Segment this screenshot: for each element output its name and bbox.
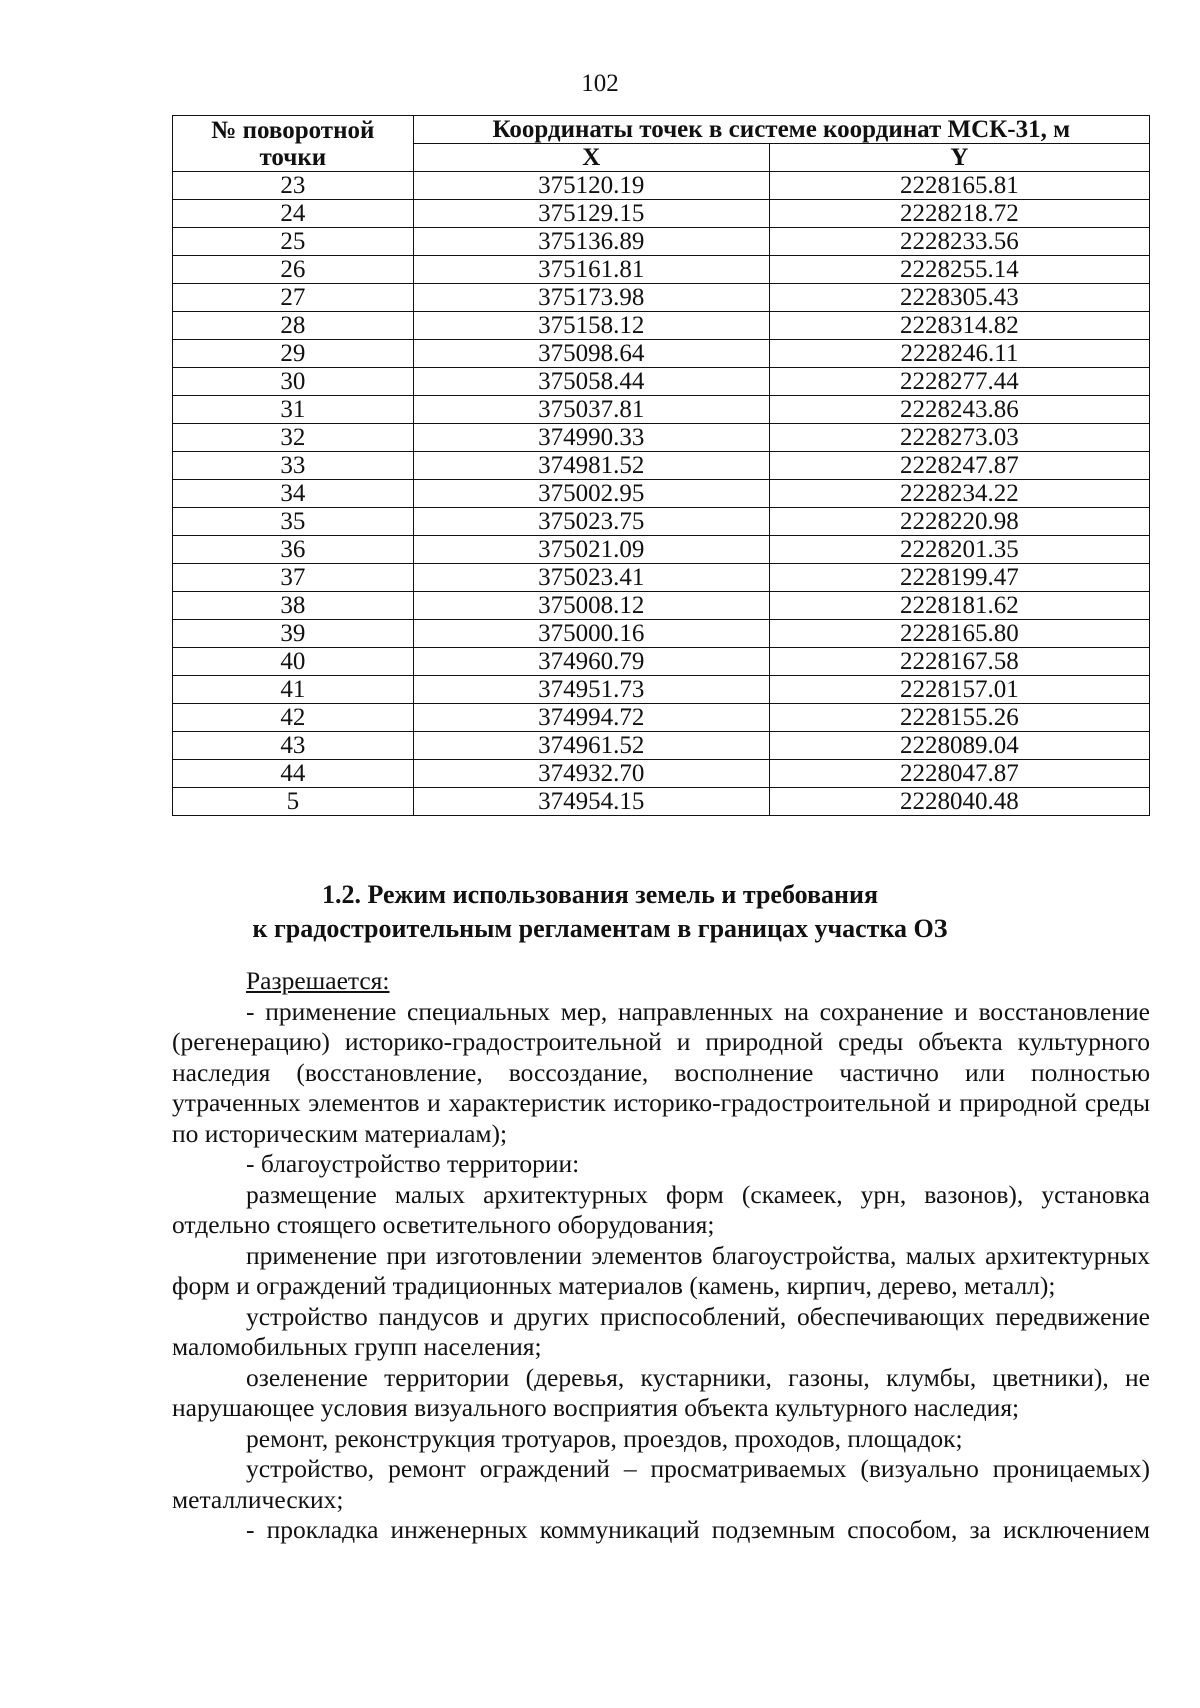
cell-x: 374981.52 xyxy=(413,452,769,480)
cell-y: 2228089.04 xyxy=(769,732,1149,760)
cell-x: 375023.75 xyxy=(413,508,769,536)
cell-x: 375098.64 xyxy=(413,340,769,368)
cell-x: 375002.95 xyxy=(413,480,769,508)
table-row xyxy=(173,592,1150,620)
cell-point-number: 30 xyxy=(173,368,414,396)
table-row xyxy=(173,508,1150,536)
table-row xyxy=(173,676,1150,704)
cell-y: 2228167.58 xyxy=(769,648,1149,676)
cell-point-number: 41 xyxy=(173,676,414,704)
cell-point-number: 5 xyxy=(173,788,414,816)
cell-y: 2228314.82 xyxy=(769,312,1149,340)
cell-y: 2228165.81 xyxy=(769,172,1149,200)
cell-y: 2228201.35 xyxy=(769,536,1149,564)
allowed-label: Разрешается: xyxy=(246,966,390,995)
table-row xyxy=(173,424,1150,452)
cell-x: 375008.12 xyxy=(413,592,769,620)
table-row xyxy=(173,480,1150,508)
table-row xyxy=(173,312,1150,340)
paragraph-sidewalks: ремонт, реконструкция тротуаров, проездов, проходов, площадок; xyxy=(246,1423,963,1453)
header-x: X xyxy=(413,144,769,172)
table-row xyxy=(173,452,1150,480)
table-row xyxy=(173,788,1150,816)
cell-point-number: 31 xyxy=(173,396,414,424)
cell-point-number: 25 xyxy=(173,228,414,256)
cell-y: 2228234.22 xyxy=(769,480,1149,508)
cell-x: 374932.70 xyxy=(413,760,769,788)
body-text xyxy=(172,966,1150,1546)
cell-x: 374994.72 xyxy=(413,704,769,732)
table-row xyxy=(173,284,1150,312)
paragraph-greenery: озеленение территории (деревья, кустарники, газоны, клумбы, цветники), не нарушающее условия визуального восприятия объекта культурного наследия; xyxy=(172,1362,1150,1422)
cell-point-number: 43 xyxy=(173,732,414,760)
cell-x: 375173.98 xyxy=(413,284,769,312)
cell-x: 375161.81 xyxy=(413,256,769,284)
cell-point-number: 40 xyxy=(173,648,414,676)
table-row xyxy=(173,704,1150,732)
cell-y: 2228305.43 xyxy=(769,284,1149,312)
cell-x: 374951.73 xyxy=(413,676,769,704)
section-heading-line2: к градостроительным регламентам в границах участка ОЗ xyxy=(252,914,948,943)
cell-x: 375021.09 xyxy=(413,536,769,564)
table-row xyxy=(173,564,1150,592)
cell-point-number: 42 xyxy=(173,704,414,732)
section-heading xyxy=(0,878,1200,946)
cell-point-number: 34 xyxy=(173,480,414,508)
table-row xyxy=(173,620,1150,648)
cell-point-number: 35 xyxy=(173,508,414,536)
cell-x: 374961.52 xyxy=(413,732,769,760)
coordinates-table xyxy=(172,115,1150,816)
cell-point-number: 38 xyxy=(173,592,414,620)
paragraph-utilities: - прокладка инженерных коммуникаций подземным способом, за исключением xyxy=(246,1515,1150,1544)
cell-y: 2228243.86 xyxy=(769,396,1149,424)
header-y: Y xyxy=(769,144,1149,172)
table-row xyxy=(173,648,1150,676)
cell-point-number: 26 xyxy=(173,256,414,284)
cell-x: 375129.15 xyxy=(413,200,769,228)
cell-x: 375058.44 xyxy=(413,368,769,396)
cell-x: 375158.12 xyxy=(413,312,769,340)
cell-x: 374954.15 xyxy=(413,788,769,816)
cell-x: 374960.79 xyxy=(413,648,769,676)
cell-y: 2228040.48 xyxy=(769,788,1149,816)
cell-point-number: 44 xyxy=(173,760,414,788)
header-point-number xyxy=(173,116,414,172)
table-row xyxy=(173,760,1150,788)
cell-y: 2228255.14 xyxy=(769,256,1149,284)
cell-point-number: 36 xyxy=(173,536,414,564)
cell-point-number: 27 xyxy=(173,284,414,312)
table-row xyxy=(173,172,1150,200)
page-number: 102 xyxy=(581,70,619,97)
cell-x: 375037.81 xyxy=(413,396,769,424)
table-row xyxy=(173,368,1150,396)
cell-y: 2228181.62 xyxy=(769,592,1149,620)
header-coordinates: Координаты точек в системе координат МСК-31, м xyxy=(413,116,1149,144)
table-row xyxy=(173,396,1150,424)
table-row xyxy=(173,256,1150,284)
cell-y: 2228218.72 xyxy=(769,200,1149,228)
cell-x: 375023.41 xyxy=(413,564,769,592)
cell-point-number: 37 xyxy=(173,564,414,592)
paragraph-fences: устройство, ремонт ограждений – просматриваемых (визуально проницаемых) металлических; xyxy=(172,1454,1150,1514)
cell-x: 374990.33 xyxy=(413,424,769,452)
cell-point-number: 29 xyxy=(173,340,414,368)
section-heading-line1: 1.2. Режим использования земель и требования xyxy=(321,880,879,909)
paragraph-small-forms: размещение малых архитектурных форм (скамеек, урн, вазонов), установка отдельно стоящего осветительного оборудования; xyxy=(172,1179,1150,1239)
header-point-number-line2: точки xyxy=(259,143,327,171)
coordinates-table-body xyxy=(173,172,1150,816)
cell-x: 375136.89 xyxy=(413,228,769,256)
cell-x: 375000.16 xyxy=(413,620,769,648)
paragraph-special-measures: - применение специальных мер, направленных на сохранение и восстановление (регенерацию) историко-градостроительной и природной среды объекта культурного наследия (восстановление, воссоздание, восполнение частично или полностью утраченных элементов и характеристик историко-градостроительной и природной среды по историческим материалам); xyxy=(172,996,1150,1148)
cell-y: 2228246.11 xyxy=(769,340,1149,368)
table-row xyxy=(173,228,1150,256)
cell-point-number: 32 xyxy=(173,424,414,452)
cell-y: 2228047.87 xyxy=(769,760,1149,788)
cell-point-number: 28 xyxy=(173,312,414,340)
table-row xyxy=(173,536,1150,564)
cell-y: 2228220.98 xyxy=(769,508,1149,536)
cell-y: 2228273.03 xyxy=(769,424,1149,452)
table-row xyxy=(173,732,1150,760)
cell-point-number: 23 xyxy=(173,172,414,200)
cell-point-number: 24 xyxy=(173,200,414,228)
header-point-number-line1: № поворотной xyxy=(211,116,375,144)
cell-y: 2228157.01 xyxy=(769,676,1149,704)
cell-x: 375120.19 xyxy=(413,172,769,200)
cell-y: 2228277.44 xyxy=(769,368,1149,396)
cell-y: 2228233.56 xyxy=(769,228,1149,256)
cell-point-number: 39 xyxy=(173,620,414,648)
table-row xyxy=(173,200,1150,228)
paragraph-landscaping: - благоустройство территории: xyxy=(246,1149,580,1178)
cell-point-number: 33 xyxy=(173,452,414,480)
cell-y: 2228247.87 xyxy=(769,452,1149,480)
cell-y: 2228165.80 xyxy=(769,620,1149,648)
cell-y: 2228155.26 xyxy=(769,704,1149,732)
cell-y: 2228199.47 xyxy=(769,564,1149,592)
table-row xyxy=(173,340,1150,368)
paragraph-ramps: устройство пандусов и других приспособлений, обеспечивающих передвижение маломобильных групп населения; xyxy=(172,1301,1150,1361)
paragraph-traditional-materials: применение при изготовлении элементов благоустройства, малых архитектурных форм и ограждений традиционных материалов (камень, кирпич, дерево, металл); xyxy=(172,1240,1150,1300)
